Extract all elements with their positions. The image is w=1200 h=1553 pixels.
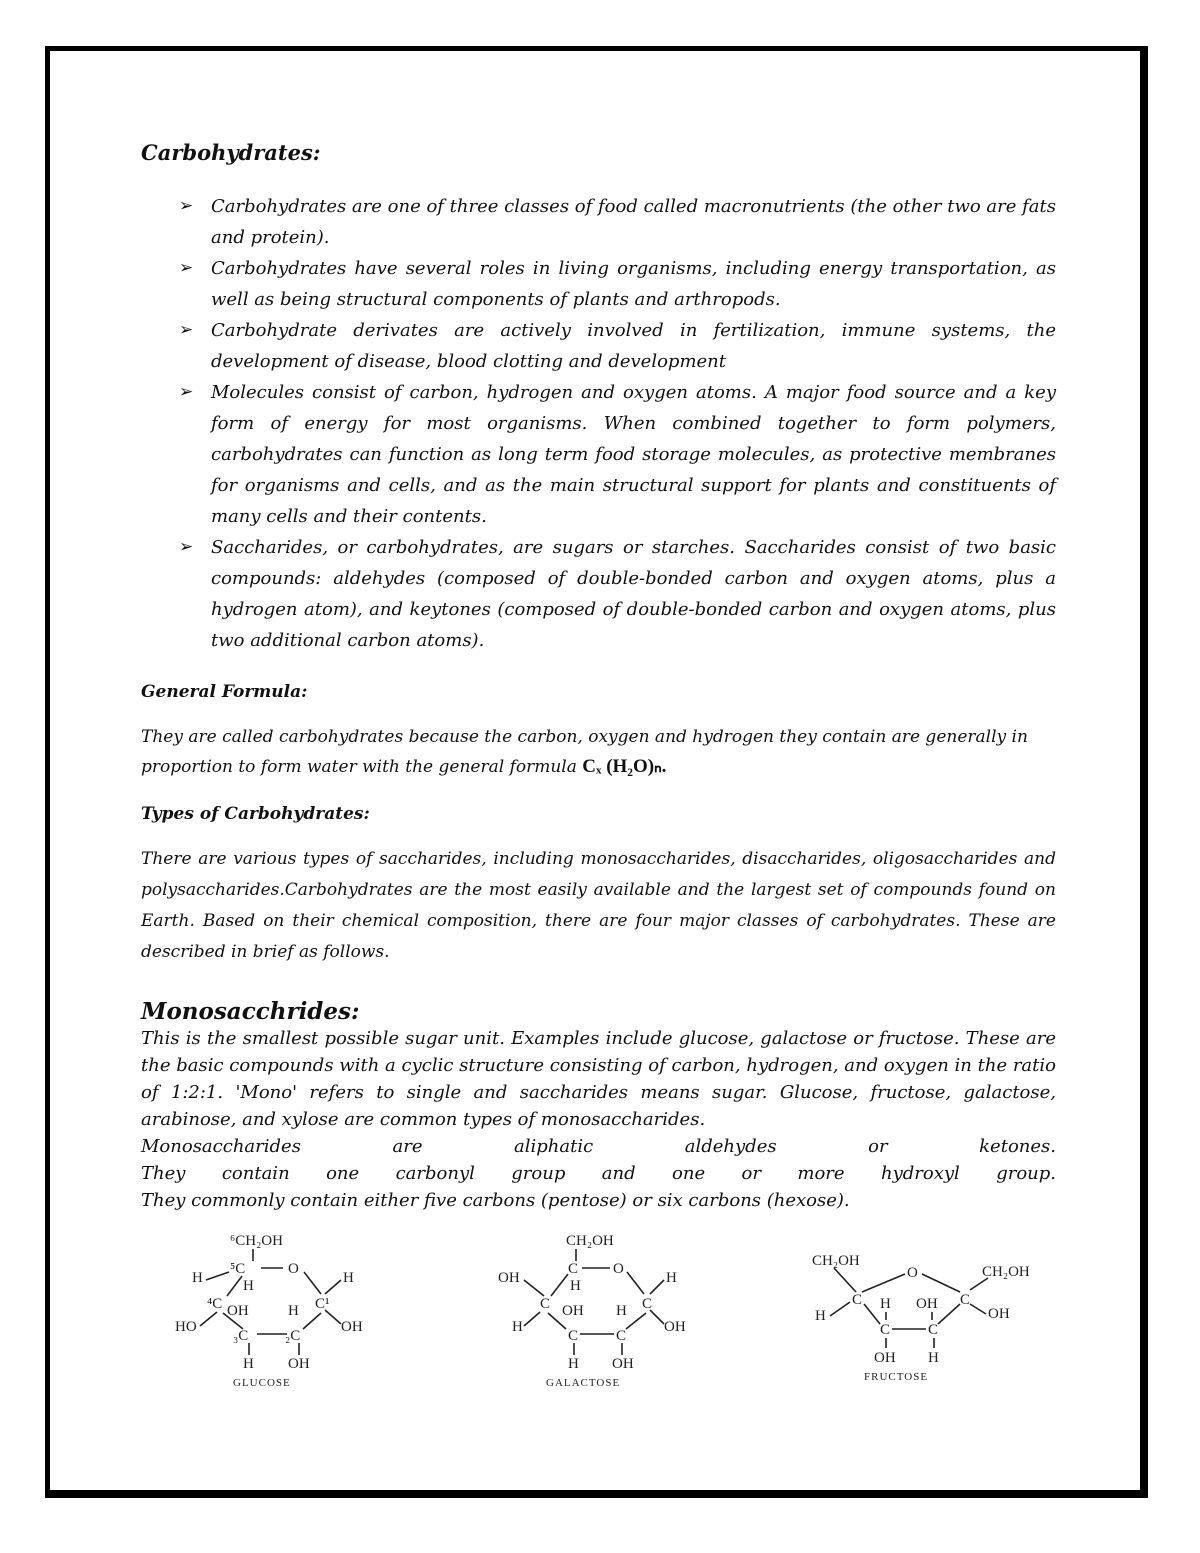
fructose-atom: OH (874, 1350, 896, 1366)
general-formula: Cₓ (H₂O)ₙ. (582, 756, 667, 777)
glucose-atom: OH (288, 1356, 310, 1372)
bullet-list (141, 191, 1056, 656)
galactose-atom: C (568, 1261, 579, 1277)
list-item: ➢ Carbohydrate derivates are actively involved in fertilization, immune systems, the development of disease, blood clotting and development (141, 315, 1056, 377)
glucose-atom: O (288, 1261, 299, 1277)
fructose-atom: H (815, 1308, 826, 1324)
galactose-label: GALACTOSE (546, 1377, 621, 1389)
galactose-atom: H (570, 1278, 581, 1294)
page-title: Carbohydrates: (141, 140, 321, 165)
glucose-atom: OH (341, 1319, 363, 1335)
monosaccharides-line: Monosaccharides are aliphatic aldehydes or ketones. (141, 1136, 1056, 1157)
galactose-atom: H (568, 1356, 579, 1372)
galactose-atom: OH (612, 1356, 634, 1372)
structure-diagrams (150, 1228, 1050, 1408)
general-formula-heading: General Formula: (141, 682, 308, 702)
galactose-atom: C (568, 1328, 579, 1344)
monosaccharides-line: They contain one carbonyl group and one or more hydroxyl group. (141, 1163, 1056, 1184)
galactose-atom: C (642, 1296, 653, 1312)
galactose-atom: H (666, 1270, 677, 1286)
glucose-atom: ⁵C (230, 1261, 246, 1277)
glucose-label: GLUCOSE (233, 1377, 291, 1389)
types-heading: Types of Carbohydrates: (141, 804, 370, 824)
monosaccharides-line: They commonly contain either five carbons (pentose) or six carbons (hexose). (141, 1190, 850, 1211)
fructose-label: FRUCTOSE (864, 1371, 929, 1383)
fructose-structure (810, 1228, 1040, 1398)
glucose-atom: ⁴C (207, 1296, 223, 1312)
glucose-atom: H (343, 1270, 354, 1286)
galactose-atom: C (540, 1296, 551, 1312)
glucose-atom: OH (227, 1303, 249, 1319)
fructose-atom: C (960, 1292, 971, 1308)
galactose-atom: OH (498, 1270, 520, 1286)
glucose-atom: ₂C (285, 1328, 301, 1344)
list-item: ➢ Molecules consist of carbon, hydrogen and oxygen atoms. A major food source and a key form of energy for most organisms. When combined together to form polymers, carbohydrates can function as long term food storage molecules, as protective membranes for organisms and cells, and as the main structural support for plants and constituents of many cells and their contents. (141, 377, 1056, 532)
glucose-structure (175, 1228, 385, 1398)
galactose-atom: OH (562, 1303, 584, 1319)
list-item: ➢ Carbohydrates have several roles in living organisms, including energy transportation, as well as being structural components of plants and arthropods. (141, 253, 1056, 315)
fructose-atom: H (928, 1350, 939, 1366)
fructose-atom: O (907, 1265, 918, 1281)
galactose-atom: H (512, 1319, 523, 1335)
arrow-bullet-icon: ➢ (179, 320, 194, 340)
fructose-atom: H (880, 1296, 891, 1312)
fructose-atom: OH (988, 1306, 1010, 1322)
glucose-atom: HO (175, 1319, 197, 1335)
glucose-atom: ₃C (233, 1328, 249, 1344)
glucose-atom: ⁶CH₂OH (230, 1233, 283, 1249)
glucose-atom: H (243, 1278, 254, 1294)
document-body (141, 140, 1056, 1214)
monosaccharides-text: This is the smallest possible sugar unit. Examples include glucose, galactose or fructose. These are the basic compounds with a cyclic structure consisting of carbon, hydrogen, and oxygen in the ratio of 1:2:1. 'Mono' refers to single and saccharides means sugar. Glucose, fructose, galactose, arabinose, and xylose are common types of monosaccharides. (141, 1028, 1056, 1130)
galactose-atom: O (613, 1261, 624, 1277)
list-item: ➢ Carbohydrates are one of three classes of food called macronutrients (the other two are fats and protein). (141, 191, 1056, 253)
fructose-atom: CH₂OH (812, 1253, 860, 1269)
glucose-atom: C¹ (315, 1296, 330, 1312)
arrow-bullet-icon: ➢ (179, 258, 194, 278)
arrow-bullet-icon: ➢ (179, 537, 194, 557)
glucose-atom: H (243, 1356, 254, 1372)
galactose-atom: C (616, 1328, 627, 1344)
galactose-structure (498, 1228, 708, 1398)
galactose-atom: H (616, 1303, 627, 1319)
arrow-bullet-icon: ➢ (179, 382, 194, 402)
general-formula-text: They are called carbohydrates because the carbon, oxygen and hydrogen they contain are generally in proportion to form water with the general formula Cₓ (H₂O)ₙ. (141, 727, 1028, 777)
types-text: There are various types of saccharides, including monosaccharides, disaccharides, oligosaccharides and polysaccharides.Carbohydrates are the most easily available and the largest set of compounds found on Earth. Based on their chemical composition, there are four major classes of carbohydrates. These are described in brief as follows. (141, 849, 1056, 962)
list-item: ➢ Saccharides, or carbohydrates, are sugars or starches. Saccharides consist of two basic compounds: aldehydes (composed of double-bonded carbon and oxygen atoms, plus a hydrogen atom), and keytones (composed of double-bonded carbon and oxygen atoms, plus two additional carbon atoms). (141, 532, 1056, 656)
glucose-atom: H (192, 1270, 203, 1286)
galactose-atom: OH (664, 1319, 686, 1335)
fructose-atom: OH (916, 1296, 938, 1312)
glucose-atom: H (288, 1303, 299, 1319)
monosaccharides-heading: Monosacchrides: (141, 998, 360, 1025)
fructose-atom: C (928, 1322, 939, 1338)
arrow-bullet-icon: ➢ (179, 196, 194, 216)
fructose-atom: CH₂OH (982, 1264, 1030, 1280)
fructose-atom: C (880, 1322, 891, 1338)
fructose-atom: C (852, 1292, 863, 1308)
galactose-atom: CH₂OH (566, 1233, 614, 1249)
